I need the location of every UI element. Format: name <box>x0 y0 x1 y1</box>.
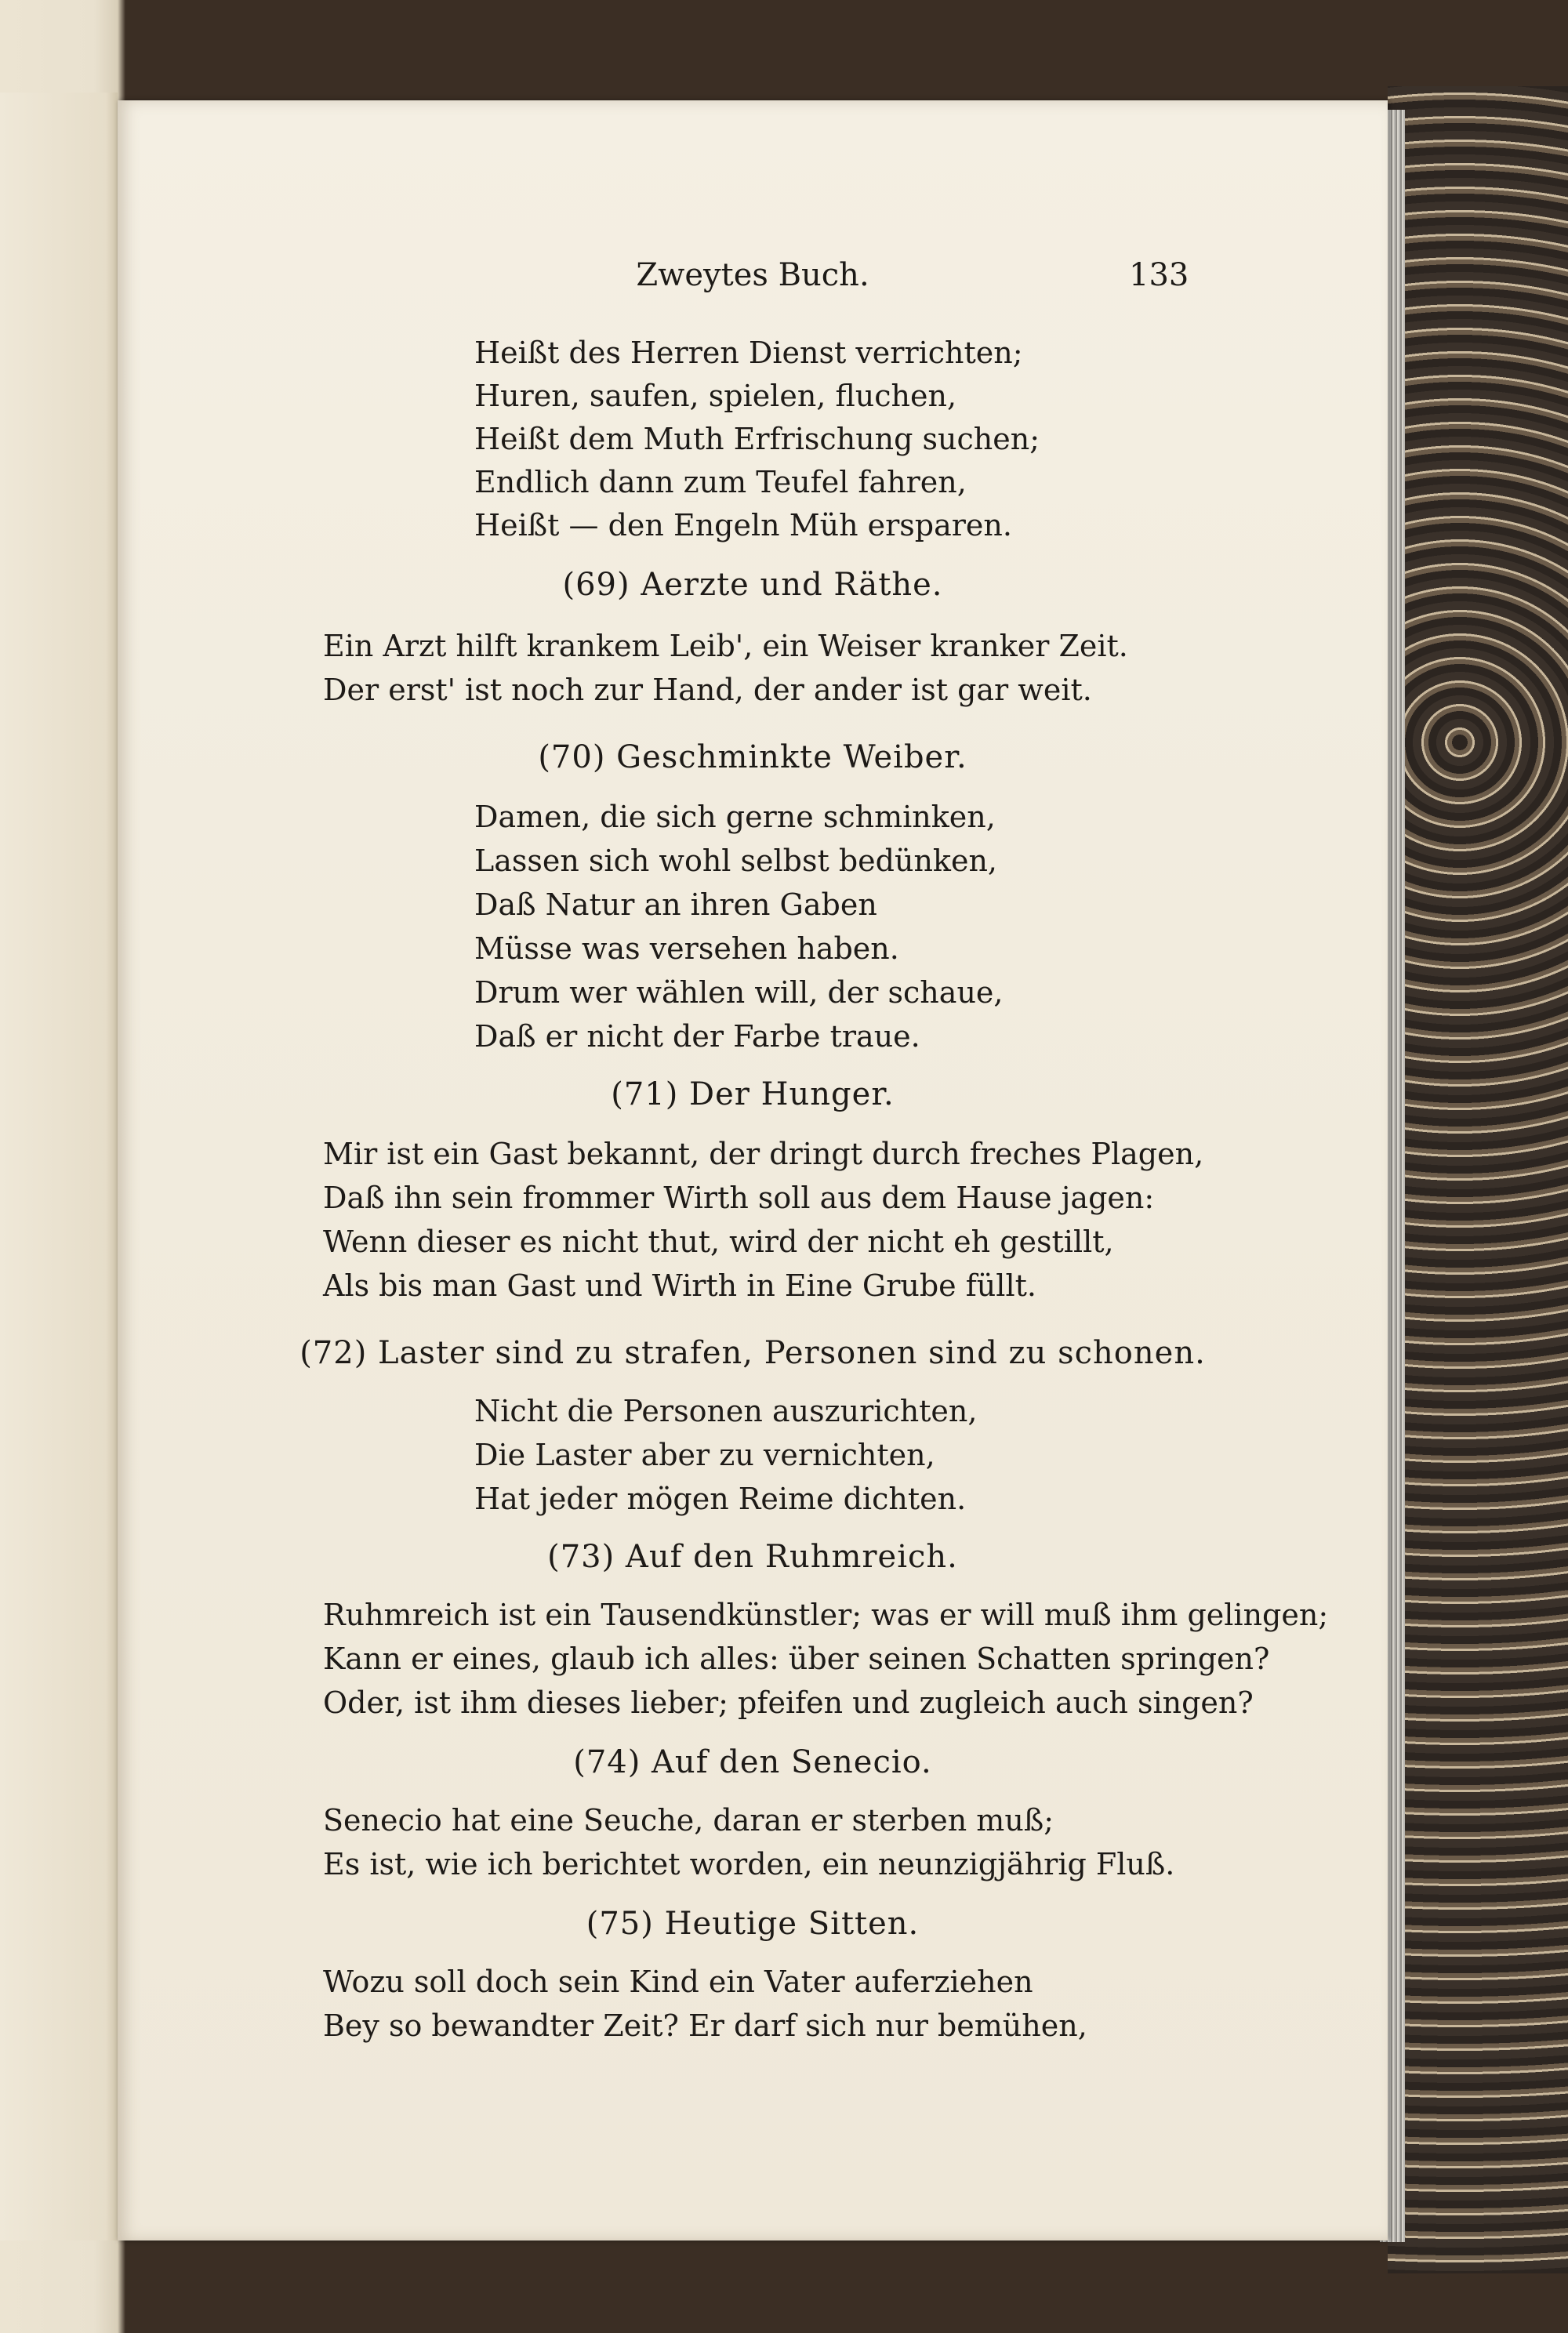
verse-line: Wozu soll doch sein Kind ein Vater auferziehen <box>323 1965 1033 1999</box>
verse-line: Oder, ist ihm dieses lieber; pfeifen und zugleich auch singen? <box>323 1685 1254 1720</box>
verse-line: Heißt dem Muth Erfrischung suchen; <box>474 422 1040 456</box>
verse-line: Ruhmreich ist ein Tausendkünstler; was er will muß ihm gelingen; <box>323 1598 1329 1632</box>
verse-line: Endlich dann zum Teufel fahren, <box>474 465 967 499</box>
poem-heading: (72) Laster sind zu strafen, Personen sind zu schonen. <box>299 1335 1206 1371</box>
marbled-cover-edge <box>1388 86 1568 2273</box>
poem-heading: (74) Auf den Senecio. <box>573 1744 932 1780</box>
verse-line: Nicht die Personen auszurichten, <box>474 1394 978 1428</box>
verse-line: Als bis man Gast und Wirth in Eine Grube füllt. <box>323 1268 1036 1303</box>
poem-heading: (73) Auf den Ruhmreich. <box>547 1539 958 1575</box>
verse-line: Bey so bewandter Zeit? Er darf sich nur bemühen, <box>323 2008 1087 2043</box>
verse-line: Mir ist ein Gast bekannt, der dringt durch freches Plagen, <box>323 1137 1204 1171</box>
verse-line: Daß er nicht der Farbe traue. <box>474 1019 920 1054</box>
verse-line: Damen, die sich gerne schminken, <box>474 800 996 834</box>
verse-line: Müsse was versehen haben. <box>474 931 899 966</box>
poem-heading: (75) Heutige Sitten. <box>586 1906 920 1942</box>
verse-line: Daß Natur an ihren Gaben <box>474 887 877 922</box>
verse-line: Hat jeder mögen Reime dichten. <box>474 1482 967 1516</box>
facing-page-edge <box>0 93 118 2240</box>
verse-line: Die Laster aber zu vernichten, <box>474 1438 935 1472</box>
verse-line: Kann er eines, glaub ich alles: über seinen Schatten springen? <box>323 1642 1270 1676</box>
verse-line: Daß ihn sein frommer Wirth soll aus dem Hause jagen: <box>323 1181 1155 1215</box>
verse-line: Wenn dieser es nicht thut, wird der nicht eh gestillt, <box>323 1225 1114 1259</box>
verse-line: Huren, saufen, spielen, fluchen, <box>474 379 957 413</box>
verse-line: Drum wer wählen will, der schaue, <box>474 975 1004 1010</box>
page-number: 133 <box>1129 257 1189 293</box>
verse-line: Es ist, wie ich berichtet worden, ein neunzigjährig Fluß. <box>323 1847 1175 1881</box>
verse-line: Heißt — den Engeln Müh ersparen. <box>474 508 1012 542</box>
running-title: Zweytes Buch. <box>636 257 869 293</box>
poem-heading: (71) Der Hunger. <box>611 1076 895 1112</box>
book-page <box>118 100 1388 2240</box>
poem-heading: (69) Aerzte und Räthe. <box>562 567 943 603</box>
verse-line: Der erst' ist noch zur Hand, der ander ist gar weit. <box>323 673 1092 707</box>
verse-line: Lassen sich wohl selbst bedünken, <box>474 844 998 878</box>
verse-line: Heißt des Herren Dienst verrichten; <box>474 336 1023 370</box>
verse-line: Senecio hat eine Seuche, daran er sterben muß; <box>323 1803 1054 1838</box>
verse-line: Ein Arzt hilft krankem Leib', ein Weiser kranker Zeit. <box>323 629 1128 663</box>
poem-heading: (70) Geschminkte Weiber. <box>538 739 967 775</box>
